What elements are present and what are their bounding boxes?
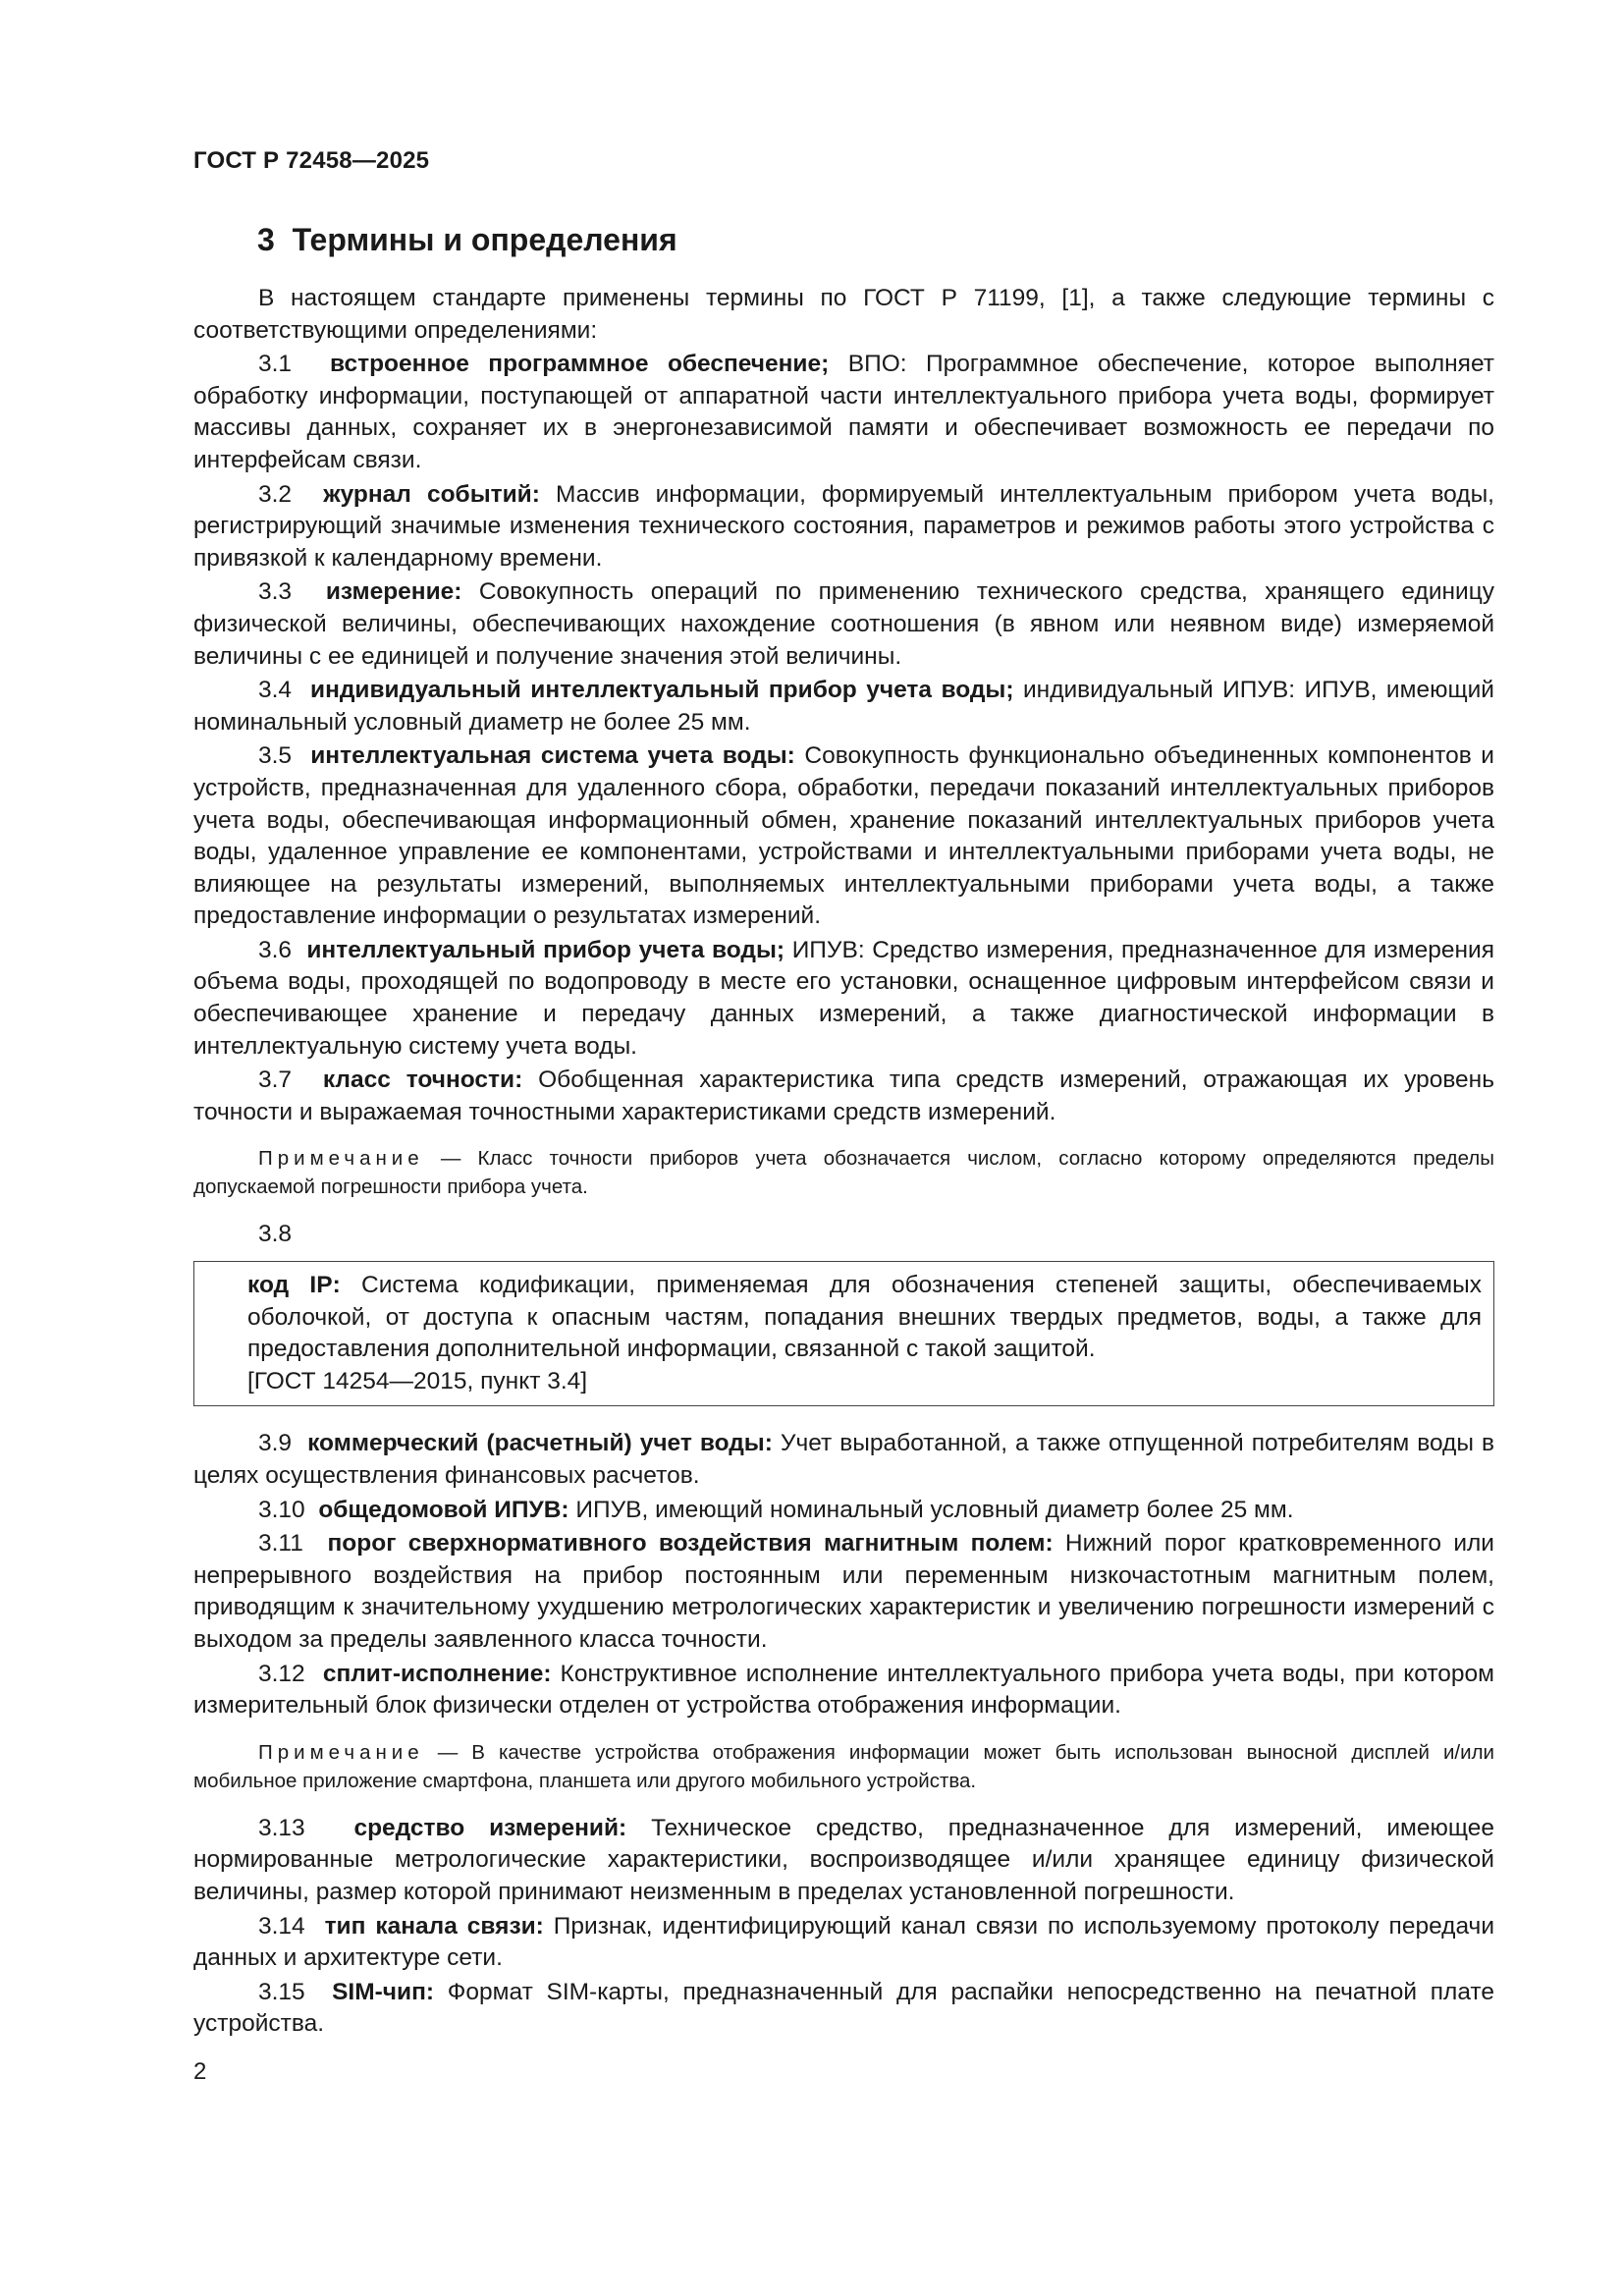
term-name: средство измерений: xyxy=(353,1814,627,1841)
term-name: интеллектуальная система учета воды: xyxy=(310,742,795,770)
term-name: журнал событий: xyxy=(323,480,540,508)
term-definition: ВПО: Программное обеспечение, которое выполняет обработку информации, поступающей от аппаратной части интеллектуального прибора учета воды, формирует массивы данных, сохраняет их в энергонезависимой памяти и обеспечивает возможность ее передачи по интерфейсам связи. xyxy=(193,351,1494,473)
term-number: 3.15 xyxy=(258,1978,305,2005)
term-definition: Формат SIM-карты, предназначенный для распайки непосредственно на печатной плате устройства. xyxy=(193,1978,1494,2038)
term-3-12 xyxy=(193,1659,1494,1722)
term-3-3 xyxy=(193,576,1494,673)
term-3-7 xyxy=(193,1065,1494,1128)
term-3-14 xyxy=(193,1911,1494,1975)
term-number: 3.3 xyxy=(258,578,293,606)
term-number: 3.11 xyxy=(258,1530,303,1558)
note-label: Примечание xyxy=(258,1740,424,1764)
term-name: порог сверхнормативного воздействия магнитным полем: xyxy=(327,1530,1054,1558)
term-name: индивидуальный интеллектуальный прибор учета воды; xyxy=(310,677,1014,704)
term-name: класс точности: xyxy=(322,1066,523,1094)
term-name: интеллектуальный прибор учета воды; xyxy=(306,936,785,963)
term-3-15 xyxy=(193,1977,1494,2041)
term-definition: Признак, идентифицирующий канал связи по используемому протоколу передачи данных и архитектуре сети. xyxy=(193,1912,1494,1972)
term-definition: Система кодификации, применяемая для обозначения степеней защиты, обеспечиваемых оболочкой, от доступа к опасным частям, попадания внешних твердых предметов, воды, а также для предоставления дополнительной информации, связанной с такой защитой. xyxy=(247,1272,1482,1363)
section-title xyxy=(257,222,677,258)
term-3-11 xyxy=(193,1528,1494,1656)
term-3-8-reference: [ГОСТ 14254—2015, пункт 3.4] xyxy=(247,1367,588,1394)
note-3-12 xyxy=(193,1738,1494,1795)
term-definition: Нижний порог кратковременного или непрерывного воздействия на прибор постоянным или переменным низкочастотным магнитным полем, приводящим к значительному ухудшению метрологических характеристик и увеличению погрешности измерений с выходом за пределы заявленного класса точности. xyxy=(193,1530,1494,1653)
term-name: общедомовой ИПУВ: xyxy=(318,1496,569,1523)
term-number: 3.9 xyxy=(258,1430,293,1457)
term-3-5 xyxy=(193,740,1494,933)
section-number: 3 xyxy=(257,222,275,257)
term-3-8-number: 3.8 xyxy=(258,1221,293,1248)
page-number: 2 xyxy=(193,2058,207,2085)
term-number: 3.5 xyxy=(258,742,293,770)
term-definition: ИПУВ, имеющий номинальный условный диаметр более 25 мм. xyxy=(568,1496,1294,1523)
note-3-7 xyxy=(193,1144,1494,1201)
term-3-10 xyxy=(193,1495,1494,1527)
term-3-8 xyxy=(247,1270,1482,1366)
term-3-8-box xyxy=(193,1261,1494,1406)
term-definition: Учет выработанной, а также отпущенной потребителям воды в целях осуществления финансовых расчетов. xyxy=(193,1430,1494,1489)
term-number: 3.10 xyxy=(258,1496,305,1523)
term-number: 3.13 xyxy=(258,1814,305,1841)
standard-header: ГОСТ Р 72458—2025 xyxy=(193,147,430,174)
section-title-text: Термины и определения xyxy=(292,222,677,257)
term-3-4 xyxy=(193,675,1494,738)
term-3-13 xyxy=(193,1813,1494,1909)
note-text: — В качестве устройства отображения информации может быть использован выносной дисплей и/или мобильное приложение смартфона, планшета или другого мобильного устройства. xyxy=(193,1740,1494,1792)
term-3-1 xyxy=(193,349,1494,476)
term-definition: Совокупность функционально объединенных компонентов и устройств, предназначенная для удаленного сбора, обработки, передачи показаний интеллектуальных приборов учета воды, обеспечивающая информационный обмен, хранение показаний интеллектуальных приборов учета воды, удаленное управление ее компонентами, устройствами и интеллектуальными приборами учета воды, не влияющее на результаты измерений, выполняемых интеллектуальными приборами учета воды, а также предоставление информации о результатах измерений. xyxy=(193,742,1494,930)
term-name: SIM-чип: xyxy=(332,1978,435,2005)
term-name: код IP: xyxy=(247,1272,341,1299)
term-number: 3.7 xyxy=(258,1066,293,1094)
term-number: 3.1 xyxy=(258,351,293,378)
term-definition: Техническое средство, предназначенное для измерений, имеющее нормированные метрологические характеристики, воспроизводящее и/или хранящее единицу физической величины, размер которой принимают неизменным в пределах установленной погрешности. xyxy=(193,1814,1494,1905)
term-definition: Обобщенная характеристика типа средств измерений, отражающая их уровень точности и выражаемая точностными характеристиками средств измерений. xyxy=(193,1066,1494,1125)
term-name: встроенное программное обеспечение; xyxy=(330,351,830,378)
term-number: 3.14 xyxy=(258,1912,305,1940)
note-text: — Класс точности приборов учета обозначается числом, согласно которому определяются пределы допускаемой погрешности прибора учета. xyxy=(193,1147,1494,1199)
term-3-2 xyxy=(193,479,1494,575)
term-definition: Совокупность операций по применению технического средства, хранящего единицу физической величины, обеспечивающих нахождение соотношения (в явном или неявном виде) измеряемой величины с ее единицей и получение значения этой величины. xyxy=(193,578,1494,670)
term-3-9 xyxy=(193,1428,1494,1492)
term-name: измерение: xyxy=(325,578,462,606)
term-definition: Конструктивное исполнение интеллектуального прибора учета воды, при котором измерительный блок физически отделен от устройства отображения информации. xyxy=(193,1660,1494,1720)
term-number: 3.2 xyxy=(258,480,293,508)
term-name: сплит-исполнение: xyxy=(322,1660,552,1687)
term-definition: ИПУВ: Средство измерения, предназначенное для измерения объема воды, проходящей по водопроводу в месте его установки, оснащенное цифровым интерфейсом связи и обеспечивающее хранение и передачу данных измерений, а также диагностической информации в интеллектуальную систему учета воды. xyxy=(193,936,1494,1060)
term-3-6 xyxy=(193,935,1494,1063)
term-definition: индивидуальный ИПУВ: ИПУВ, имеющий номинальный условный диаметр не более 25 мм. xyxy=(193,677,1494,736)
note-label: Примечание xyxy=(258,1147,424,1171)
section-body xyxy=(193,283,1494,2043)
term-number: 3.6 xyxy=(258,936,293,963)
term-name: тип канала связи: xyxy=(324,1912,544,1940)
term-name: коммерческий (расчетный) учет воды: xyxy=(307,1430,773,1457)
intro-paragraph: В настоящем стандарте применены термины по ГОСТ Р 71199, [1], а также следующие термины с соответствующими определениями: xyxy=(193,285,1494,344)
term-number: 3.12 xyxy=(258,1660,305,1687)
term-definition: Массив информации, формируемый интеллектуальным прибором учета воды, регистрирующий значимые изменения технического состояния, параметров и режимов работы этого устройства с привязкой к календарному времени. xyxy=(193,480,1494,572)
term-number: 3.4 xyxy=(258,677,293,704)
